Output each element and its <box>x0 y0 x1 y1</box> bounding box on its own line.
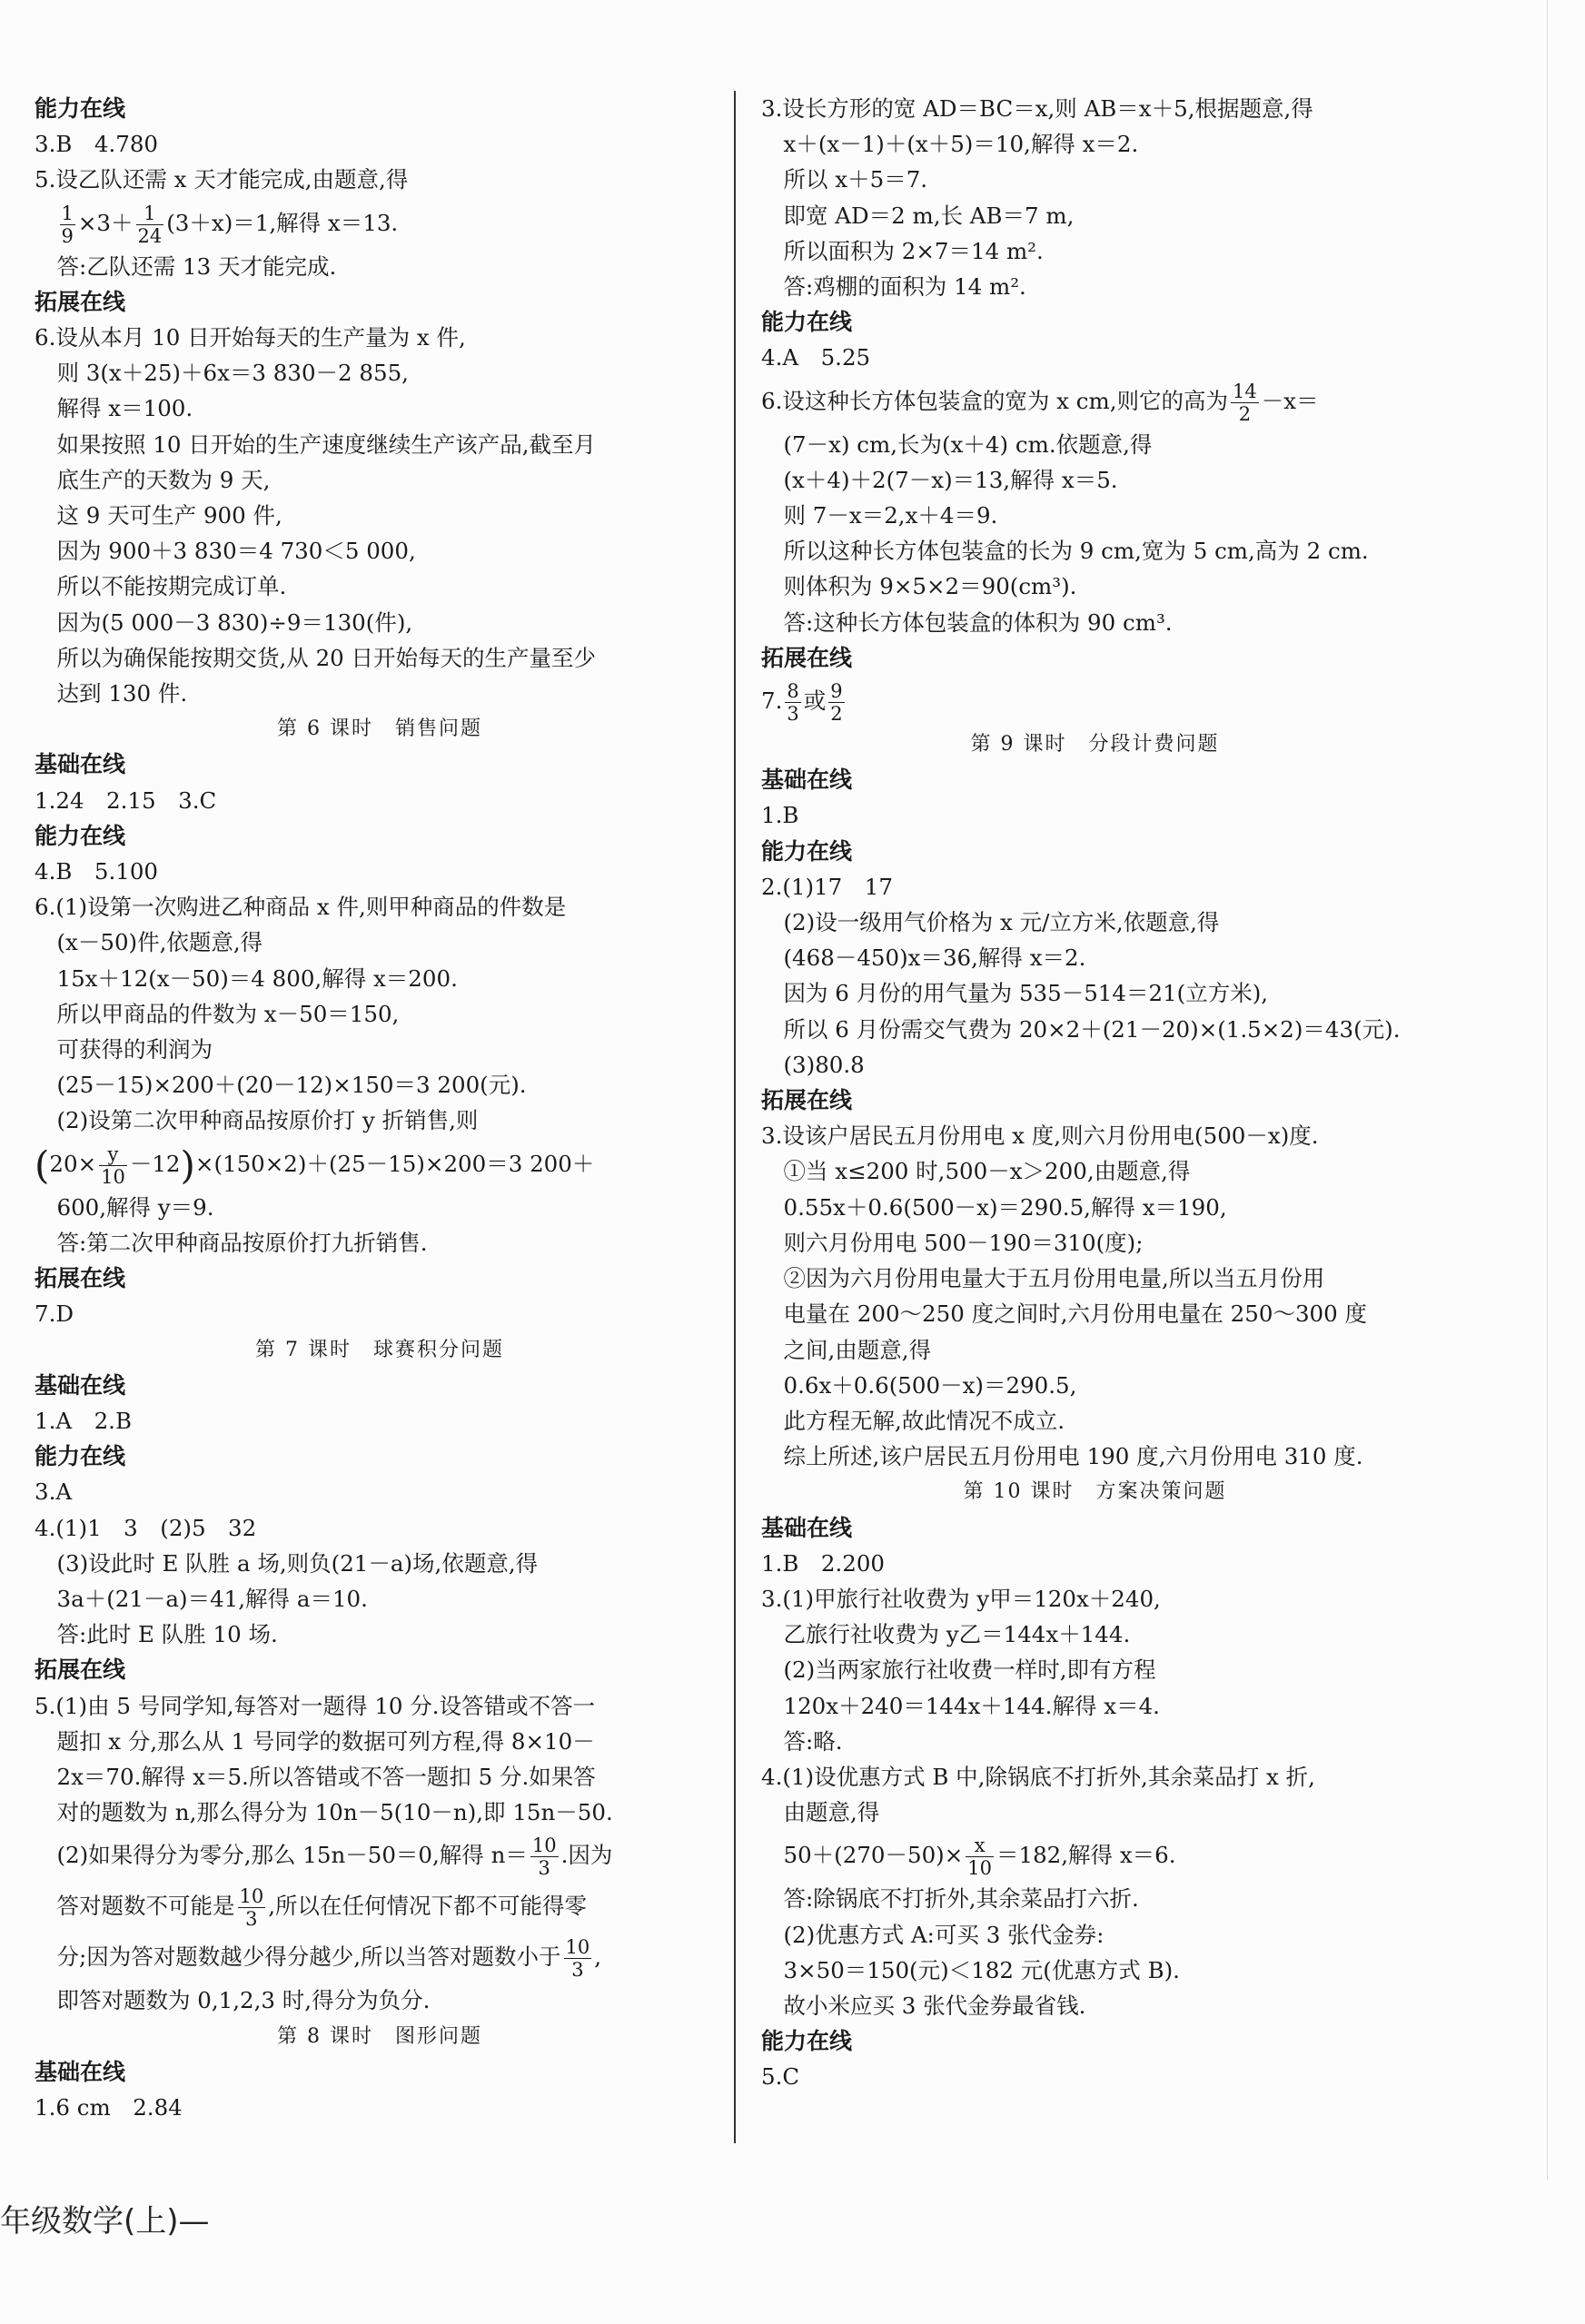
formula-text: (2)如果得分为零分,那么 15n－50＝0,解得 n＝ <box>35 1842 528 1869</box>
section-heading: 基础在线 <box>35 1371 126 1399</box>
answer-line: 3.B 4.780 <box>35 131 159 158</box>
fraction <box>136 203 164 247</box>
section-heading: 基础在线 <box>35 2058 126 2085</box>
answer-line: 乙旅行社收费为 y乙＝144x＋144. <box>761 1621 1131 1648</box>
answer-line: (2)设第二次甲种商品按原价打 y 折销售,则 <box>35 1107 479 1134</box>
lesson-title: 第 10 课时 方案决策问题 <box>963 1480 1227 1504</box>
fraction-denominator: 10 <box>967 1857 992 1880</box>
formula-text: , <box>594 1943 602 1971</box>
formula-text: 6.设这种长方体包装盒的宽为 x cm,则它的高为 <box>761 387 1229 414</box>
section-heading: 能力在线 <box>761 2028 853 2055</box>
page-edge-line <box>1547 0 1548 2180</box>
answer-line: 电量在 200～250 度之间时,六月份用电量在 250～300 度 <box>761 1300 1367 1328</box>
answer-line: 1.B <box>761 802 799 829</box>
answer-line: 1.24 2.15 3.C <box>35 786 217 814</box>
fraction <box>564 1936 592 1981</box>
fraction-numerator: y <box>99 1143 127 1166</box>
answer-line: 所以甲商品的件数为 x－50＝150, <box>35 1000 400 1027</box>
answer-line: (x－50)件,依题意,得 <box>35 929 263 956</box>
answer-line: x＋(x－1)＋(x＋5)＝10,解得 x＝2. <box>761 131 1139 158</box>
answer-line: 则体积为 9×5×2＝90(cm³). <box>761 573 1077 600</box>
large-paren: ( <box>35 1142 50 1188</box>
answer-line: 6.设从本月 10 日开始每天的生产量为 x 件, <box>35 324 466 351</box>
answer-line: 4.A 5.25 <box>761 344 871 371</box>
section-heading: 能力在线 <box>35 1443 126 1470</box>
answer-line: (2)设一级用气价格为 x 元/立方米,依题意,得 <box>761 909 1220 936</box>
answer-line: 答:这种长方体包装盒的体积为 90 cm³. <box>761 608 1173 636</box>
answer-line: ②因为六月份用电量大于五月份用电量,所以当五月份用 <box>761 1265 1325 1292</box>
answer-line: 4.B 5.100 <box>35 858 159 885</box>
answer-line: 由题意,得 <box>761 1799 880 1826</box>
answer-line: (3)设此时 E 队胜 a 场,则负(21－a)场,依题意,得 <box>35 1549 539 1577</box>
answer-line: 即答对题数为 0,1,2,3 时,得分为负分. <box>35 1987 431 2014</box>
formula-text: 分;因为答对题数越少得分越少,所以当答对题数小于 <box>35 1943 561 1971</box>
answer-line: 1.A 2.B <box>35 1407 132 1434</box>
formula-text: 7. <box>761 687 783 715</box>
answer-line: (2)优惠方式 A:可买 3 张代金券: <box>761 1921 1105 1948</box>
fraction-numerator: 14 <box>1233 380 1257 402</box>
answer-line: 所以 x＋5＝7. <box>761 166 928 193</box>
answer-line: 答:略. <box>761 1727 843 1755</box>
answer-line: 因为 6 月份的用气量为 535－514＝21(立方米), <box>761 980 1269 1007</box>
formula-line <box>35 1139 725 1190</box>
lesson-title: 第 9 课时 分段计费问题 <box>970 733 1220 757</box>
formula-text <box>35 210 57 236</box>
answer-line: 所以 6 月份需交气费为 20×2＋(21－20)×(1.5×2)＝43(元). <box>761 1015 1401 1043</box>
answer-line: 答:此时 E 队胜 10 场. <box>35 1621 278 1648</box>
answer-line: 如果按照 10 日开始的生产速度继续生产该产品,截至月 <box>35 430 597 458</box>
section-heading: 基础在线 <box>761 766 853 794</box>
answer-line: 4.(1)1 3 (2)5 32 <box>35 1514 257 1541</box>
answer-line: 120x＋240＝144x＋144.解得 x＝4. <box>761 1692 1160 1719</box>
section-heading: 基础在线 <box>761 1514 853 1541</box>
formula-line <box>35 1932 725 1983</box>
answer-line: 1.6 cm 2.84 <box>35 2093 183 2121</box>
answer-line: 6.(1)设第一次购进乙种商品 x 件,则甲种商品的件数是 <box>35 894 567 921</box>
answer-line: 3.(1)甲旅行社收费为 y甲＝120x＋240, <box>761 1585 1161 1612</box>
fraction-denominator: 10 <box>101 1165 125 1188</box>
fraction-denominator: 24 <box>137 224 163 247</box>
fraction-numerator: x <box>966 1834 994 1857</box>
fraction-numerator: 10 <box>565 1936 590 1959</box>
section-heading: 拓展在线 <box>35 288 126 315</box>
left-column <box>35 91 725 2125</box>
section-heading: 能力在线 <box>761 837 853 865</box>
fraction <box>530 1834 559 1879</box>
answer-line: 5.C <box>761 2063 800 2091</box>
answer-line: 解得 x＝100. <box>35 395 193 422</box>
formula-text: 答对题数不可能是 <box>35 1893 235 1920</box>
answer-line: (x＋4)＋2(7－x)＝13,解得 x＝5. <box>761 466 1118 493</box>
fraction-denominator: 3 <box>245 1908 258 1931</box>
answer-line: 2x＝70.解得 x＝5.所以答错或不答一题扣 5 分.如果答 <box>35 1763 596 1790</box>
formula-text: －12 <box>129 1150 181 1177</box>
fraction-denominator: 3 <box>538 1857 550 1880</box>
answer-line: 这 9 天可生产 900 件, <box>35 502 282 529</box>
answer-line: 答:鸡棚的面积为 14 m². <box>761 273 1026 301</box>
answer-line: 则 3(x＋25)＋6x＝3 830－2 855, <box>35 360 409 387</box>
answer-line: 即宽 AD＝2 m,长 AB＝7 m, <box>761 202 1075 229</box>
answer-line: 对的题数为 n,那么得分为 10n－5(10－n),即 15n－50. <box>35 1799 613 1826</box>
answer-line: (7－x) cm,长为(x＋4) cm.依题意,得 <box>761 430 1153 458</box>
answer-line: (2)当两家旅行社收费一样时,即有方程 <box>761 1656 1156 1684</box>
answer-line: 答:除锅底不打折外,其余菜品打六折. <box>761 1885 1139 1913</box>
formula-text: (3＋x)＝1,解得 x＝13. <box>166 209 399 236</box>
answer-line: 1.B 2.200 <box>761 1549 886 1577</box>
answer-line: 5.(1)由 5 号同学知,每答对一题得 10 分.设答错或不答一 <box>35 1692 596 1719</box>
answer-line: 3.A <box>35 1478 73 1506</box>
section-heading: 拓展在线 <box>35 1265 126 1292</box>
page-footer: 年级数学(上)— <box>0 2203 210 2240</box>
answer-line: 600,解得 y＝9. <box>35 1193 214 1221</box>
answer-line: 此方程无解,故此情况不成立. <box>761 1407 1065 1434</box>
formula-text: .因为 <box>560 1842 613 1869</box>
answer-line: 2.(1)17 17 <box>761 873 893 900</box>
fraction-denominator: 2 <box>830 703 843 726</box>
formula-text: ,所以在任何情况下都不可能得零 <box>268 1893 588 1920</box>
formula-line <box>35 1881 725 1932</box>
answer-line: 因为(5 000－3 830)÷9＝130(件), <box>35 608 413 636</box>
formula-text: 50＋(270－50)× <box>761 1842 964 1869</box>
answer-line: 所以这种长方体包装盒的长为 9 cm,宽为 5 cm,高为 2 cm. <box>761 538 1369 565</box>
section-heading: 能力在线 <box>761 309 853 336</box>
answer-line: 3a＋(21－a)＝41,解得 a＝10. <box>35 1585 368 1612</box>
fraction-numerator: 9 <box>830 680 843 703</box>
fraction-denominator: 3 <box>787 703 799 726</box>
answer-line: 底生产的天数为 9 天, <box>35 466 271 493</box>
fraction <box>1231 381 1259 425</box>
answer-line: 0.6x＋0.6(500－x)＝290.5, <box>761 1371 1077 1399</box>
large-paren: ) <box>180 1142 195 1188</box>
section-heading: 拓展在线 <box>761 1087 853 1114</box>
answer-line: 所以为确保能按期交货,从 20 日开始每天的生产量至少 <box>35 644 597 671</box>
lesson-title: 第 7 课时 球赛积分问题 <box>255 1338 504 1361</box>
section-heading: 拓展在线 <box>35 1656 126 1684</box>
section-heading: 能力在线 <box>35 95 126 122</box>
answer-line: (25－15)×200＋(20－12)×150＝3 200(元). <box>35 1072 527 1099</box>
formula-line <box>35 198 725 249</box>
answer-line: 7.D <box>35 1300 74 1328</box>
section-heading: 能力在线 <box>35 822 126 849</box>
answer-line: 达到 130 件. <box>35 680 188 707</box>
fraction-denominator: 9 <box>61 224 74 247</box>
answer-line: 答:第二次甲种商品按原价打九折销售. <box>35 1229 428 1256</box>
column-divider <box>734 91 736 2143</box>
answer-line: 3.设该户居民五月份用电 x 度,则六月份用电(500－x)度. <box>761 1122 1319 1150</box>
fraction-numerator: 10 <box>239 1885 264 1908</box>
section-heading: 基础在线 <box>35 751 126 778</box>
formula-text: ＝182,解得 x＝6. <box>996 1842 1176 1869</box>
answer-line: 则六月份用电 500－190＝310(度); <box>761 1229 1144 1256</box>
fraction-numerator: 8 <box>787 680 799 703</box>
fraction-denominator: 3 <box>571 1959 584 1982</box>
answer-line: 3.设长方形的宽 AD＝BC＝x,则 AB＝x＋5,根据题意,得 <box>761 95 1313 122</box>
answer-line: (468－450)x＝36,解得 x＝2. <box>761 944 1086 972</box>
answer-line: 所以不能按期完成订单. <box>35 573 287 600</box>
fraction <box>785 680 800 725</box>
answer-line: 故小米应买 3 张代金券最省钱. <box>761 1992 1086 2019</box>
fraction-numerator: 1 <box>136 203 164 225</box>
formula-text: ×3＋ <box>77 209 134 236</box>
answer-line: 5.设乙队还需 x 天才能完成,由题意,得 <box>35 166 409 193</box>
answer-line: 答:乙队还需 13 天才能完成. <box>35 252 337 280</box>
section-heading: 拓展在线 <box>761 644 853 671</box>
formula-line <box>761 1830 1429 1881</box>
answer-line: 3×50＝150(元)＜182 元(优惠方式 B). <box>761 1956 1180 1983</box>
answer-line: 因为 900＋3 830＝4 730＜5 000, <box>35 538 416 565</box>
answer-line: 则 7－x＝2,x＋4＝9. <box>761 502 998 529</box>
fraction-numerator: 1 <box>61 202 74 224</box>
answer-line: 0.55x＋0.6(500－x)＝290.5,解得 x＝190, <box>761 1193 1227 1221</box>
formula-text: 20× <box>49 1150 97 1177</box>
fraction <box>99 1143 127 1188</box>
fraction <box>238 1885 266 1930</box>
answer-line: 15x＋12(x－50)＝4 800,解得 x＝200. <box>35 964 458 992</box>
lesson-title: 第 8 课时 图形问题 <box>277 2024 482 2048</box>
lesson-title: 第 6 课时 销售问题 <box>277 717 482 741</box>
fraction <box>828 680 844 725</box>
answer-line: 4.(1)设优惠方式 B 中,除锅底不打折外,其余菜品打 x 折, <box>761 1763 1315 1790</box>
formula-line <box>761 376 1429 427</box>
formula-text: ×(150×2)＋(25－15)×200＝3 200＋ <box>194 1150 595 1177</box>
answer-line: (3)80.8 <box>761 1051 865 1078</box>
answer-line: 之间,由题意,得 <box>761 1336 932 1363</box>
right-column <box>761 91 1429 2095</box>
formula-line <box>761 676 1429 727</box>
fraction <box>966 1834 994 1879</box>
fraction-denominator: 2 <box>1238 402 1252 425</box>
fraction-numerator: 10 <box>531 1834 557 1857</box>
formula-text: 或 <box>803 687 827 715</box>
answer-line: 题扣 x 分,那么从 1 号同学的数据可列方程,得 8×10－ <box>35 1727 595 1755</box>
answer-line: 综上所述,该户居民五月份用电 190 度,六月份用电 310 度. <box>761 1443 1363 1470</box>
answer-line: ①当 x≤200 时,500－x＞200,由题意,得 <box>761 1158 1191 1185</box>
answer-line: 可获得的利润为 <box>35 1036 213 1063</box>
formula-text: －x＝ <box>1261 387 1319 414</box>
formula-line <box>35 1830 725 1881</box>
answer-line: 所以面积为 2×7＝14 m². <box>761 237 1044 264</box>
fraction <box>60 203 75 247</box>
